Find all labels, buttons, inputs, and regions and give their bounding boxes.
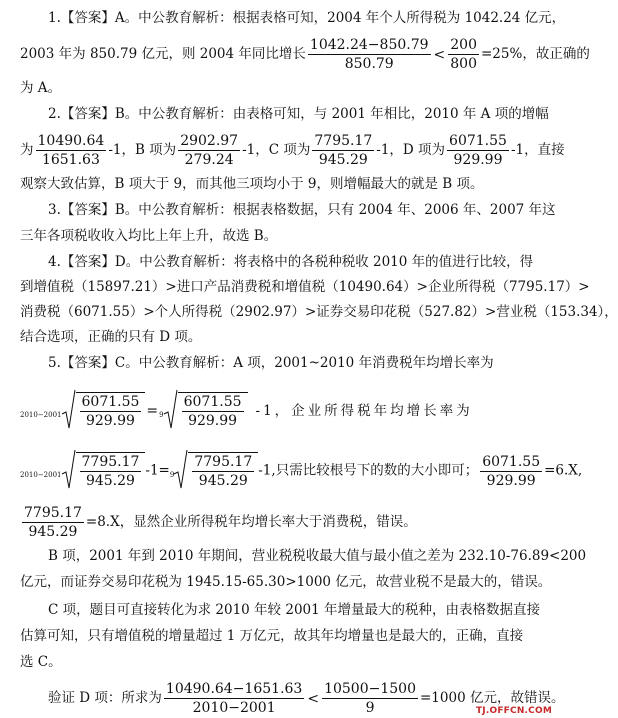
q5-r1-den: 929.99	[85, 413, 135, 429]
q5-root-4	[174, 452, 258, 490]
q5-root-2	[164, 392, 248, 430]
less-than-sign: <	[433, 46, 446, 63]
q5-d-line	[48, 680, 565, 717]
q5-d2-frac	[322, 680, 418, 717]
q5-d2-num: 10500−1500	[324, 681, 416, 697]
q4-line-2: 到增值税（15897.21）>进口产品消费税和增值税（10490.64）>企业所得税（7795.17）>	[20, 279, 590, 295]
q2-fraction-b	[178, 132, 240, 169]
q2-td: -1，直接	[510, 142, 565, 158]
q3-line-1: 3.【答案】B。中公教育解析：根据表格数据，只有 2004 年、2006 年、2007 年这	[48, 202, 556, 218]
q2-line-1: 2.【答案】B。中公教育解析：由表格可知，与 2001 年相比，2010 年 A 项的增幅	[48, 106, 549, 122]
q5-t4: =6.X,	[544, 462, 583, 479]
q5-b-line-2: 亿元，而证券交易印花税为 1945.15-65.30>1000 亿元，故营业税不是最大的，错误。	[20, 574, 552, 590]
q5-t1: -1，企业所得税年均增长率为	[255, 402, 473, 419]
radical-sign-icon	[62, 450, 76, 490]
q5-c-line-2: 估算可知，只有增值税的增量超过 1 万亿元，故其年均增量也是最大的，正确，直接	[20, 628, 524, 644]
q5-d1-den: 2010−2001	[192, 700, 276, 716]
root-index-9: 9	[169, 471, 175, 479]
q2-fb-num: 2902.97	[180, 133, 239, 149]
q1-f1-denominator: 850.79	[344, 56, 394, 72]
radical-sign-icon	[62, 390, 76, 430]
q3-line-2: 三年各项税收收入均比上年上升，故选 B。	[20, 228, 278, 244]
q5-t3: -1,只需比较根号下的数的大小即可；	[258, 462, 479, 479]
q2-line-2	[20, 132, 565, 169]
q2-tc: -1，D 项为	[376, 142, 446, 158]
q5-t5: =8.X，显然企业所得税年均增长率大于消费税，错误。	[85, 514, 417, 530]
q1-line-1: 1.【答案】A。中公教育解析：根据表格可知，2004 年个人所得税为 1042.24 亿元，	[48, 10, 566, 26]
q5-d1-frac	[164, 680, 304, 717]
q1-fraction-growth	[308, 36, 431, 73]
q1-conclusion: =25%，故正确的	[481, 46, 590, 62]
q2-fd-den: 929.99	[453, 152, 503, 168]
q1-line-2	[20, 36, 590, 73]
equals-sign: =	[146, 403, 159, 419]
q5-r2-den: 929.99	[188, 413, 238, 429]
less-than-sign: <	[307, 690, 320, 707]
q5-root-1	[62, 392, 146, 430]
q5-r3-frac	[80, 453, 142, 490]
q4-line-3: 消费税（6071.55）>个人所得税（2902.97）>证券交易印花税（527.82）>营业税（153.34），	[20, 304, 618, 320]
q5-c-line-3: 选 C。	[20, 654, 62, 670]
q5-root-3	[62, 452, 146, 490]
q5-t2: -1=	[145, 462, 170, 479]
q2-fc-den: 945.29	[318, 152, 368, 168]
q5-r4-den: 945.29	[198, 473, 248, 489]
q2-fa-num: 10490.64	[37, 133, 105, 149]
q2-fc-num: 7795.17	[314, 133, 373, 149]
q2-line-3: 观察大致估算，B 项大于 9，而其他三项均小于 9，则增幅最大的就是 B 项。	[20, 176, 484, 192]
q2-fa-den: 1651.63	[41, 152, 100, 168]
q5-r4-frac	[192, 453, 254, 490]
q5-r1-frac	[80, 393, 142, 430]
q1-f1-numerator: 1042.24−850.79	[309, 37, 429, 53]
watermark: TJ.OFFCN.COM	[475, 706, 552, 716]
q2-fraction-d	[447, 132, 509, 169]
q5-f6-den: 945.29	[28, 524, 78, 540]
q1-line-3: 为 A。	[20, 80, 62, 96]
q5-r3-num: 7795.17	[81, 454, 140, 470]
q2-ta: -1，B 项为	[108, 142, 177, 158]
q2-tb: -1，C 项为	[242, 142, 311, 158]
q2-fd-num: 6071.55	[449, 133, 507, 149]
q5-r2-frac	[182, 393, 244, 430]
q2-fraction-a	[36, 132, 107, 169]
q2-fraction-c	[312, 132, 374, 169]
q5-d2-den: 9	[365, 700, 375, 716]
q5-r2-num: 6071.55	[183, 394, 242, 410]
root-index-9: 9	[159, 411, 164, 419]
root-index: 2010−2001	[20, 471, 62, 479]
q2-pre: 为	[20, 142, 34, 158]
radical-sign-icon	[174, 450, 188, 490]
q2-fb-den: 279.24	[184, 152, 234, 168]
q5-c-line-1: C 项，题目可直接转化为求 2010 年较 2001 年增量最大的税种，由表格数据直接	[48, 602, 540, 618]
q5-line-1: 5.【答案】C。中公教育解析：A 项，2001~2010 年消费税年均增长率为	[48, 355, 494, 371]
q1-f2-numerator: 200	[450, 37, 477, 53]
q5-f6-num: 7795.17	[24, 505, 82, 521]
q4-line-1: 4.【答案】D。中公教育解析：将表格中的各税种税收 2010 年的值进行比较，得	[48, 254, 534, 270]
q1-text: 2003 年为 850.79 亿元，则 2004 年同比增长	[20, 46, 306, 62]
q5-d-pre: 验证 D 项：所求为	[48, 690, 162, 706]
q5-f6	[22, 504, 84, 541]
q5-f5	[480, 453, 542, 490]
q5-f5-den: 929.99	[486, 472, 536, 489]
q5-b-line-1: B 项，2001 年到 2010 年期间，营业税税收最大值与最小值之差为 232.10-76.89<200	[48, 548, 587, 564]
q5-line-2	[20, 392, 550, 430]
q5-d1-num: 10490.64−1651.63	[165, 681, 303, 697]
q5-f5-num: 6071.55	[482, 453, 541, 470]
q5-line-3	[20, 452, 583, 490]
q5-line-4	[20, 504, 550, 541]
q5-r3-den: 945.29	[85, 473, 135, 489]
q1-fraction-estimate	[448, 36, 479, 73]
root-index: 2010−2001	[20, 411, 62, 419]
q4-line-4: 结合选项，正确的只有 D 项。	[20, 329, 202, 345]
radical-sign-icon	[164, 390, 178, 430]
q1-f2-denominator: 800	[450, 56, 477, 72]
q5-r1-num: 6071.55	[81, 394, 140, 410]
q5-d-post: =1000 亿元，故错误。	[419, 690, 565, 706]
q5-r4-num: 7795.17	[194, 454, 253, 470]
